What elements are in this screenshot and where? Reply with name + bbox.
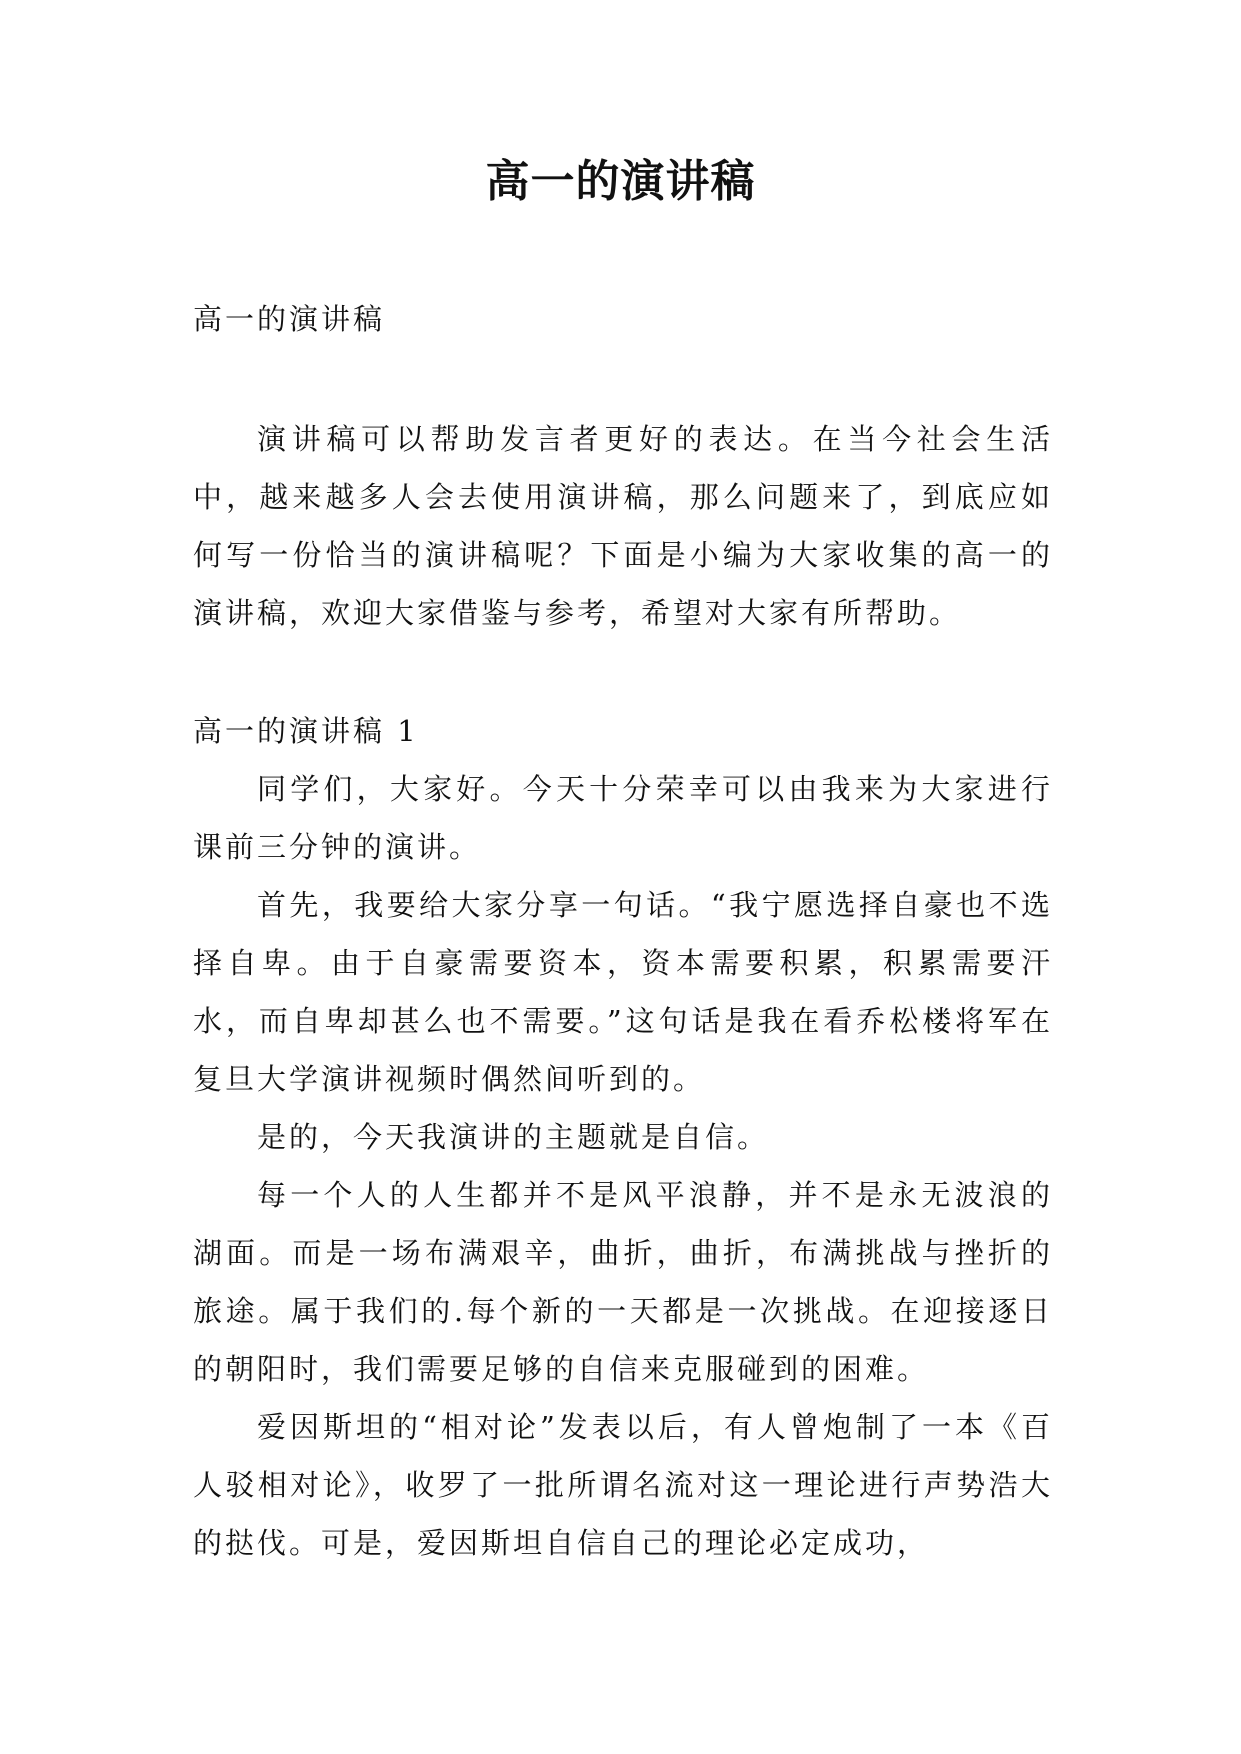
document-subtitle: 高一的演讲稿 (193, 302, 386, 336)
document-title: 高一的演讲稿 (485, 156, 756, 207)
body-paragraph: 爱因斯坦的“相对论”发表以后，有人曾炮制了一本《百人驳相对论》，收罗了一批所谓名流对这一理论进行声势浩大的挞伐。可是，爱因斯坦自信自己的理论必定成功， (193, 1410, 1053, 1560)
body-paragraph: 同学们，大家好。今天十分荣幸可以由我来为大家进行课前三分钟的演讲。 (193, 772, 1053, 864)
body-paragraph: 每一个人的人生都并不是风平浪静，并不是永无波浪的湖面。而是一场布满艰辛，曲折，曲折，布满挑战与挫折的旅途。属于我们的.每个新的一天都是一次挑战。在迎接逐日的朝阳时，我们需要足够的自信来克服碰到的困难。 (193, 1178, 1053, 1386)
body-paragraph: 首先，我要给大家分享一句话。“我宁愿选择自豪也不选择自卑。由于自豪需要资本，资本需要积累，积累需要汗水，而自卑却甚么也不需要。”这句话是我在看乔松楼将军在复旦大学演讲视频时偶然间听到的。 (193, 888, 1053, 1096)
body-paragraph: 是的，今天我演讲的主题就是自信。 (257, 1120, 770, 1154)
document-body (193, 290, 1053, 1572)
intro-paragraph: 演讲稿可以帮助发言者更好的表达。在当今社会生活中，越来越多人会去使用演讲稿，那么问题来了，到底应如何写一份恰当的演讲稿呢？下面是小编为大家收集的高一的演讲稿，欢迎大家借鉴与参考，希望对大家有所帮助。 (193, 422, 1053, 630)
section-heading: 高一的演讲稿 1 (193, 714, 419, 748)
